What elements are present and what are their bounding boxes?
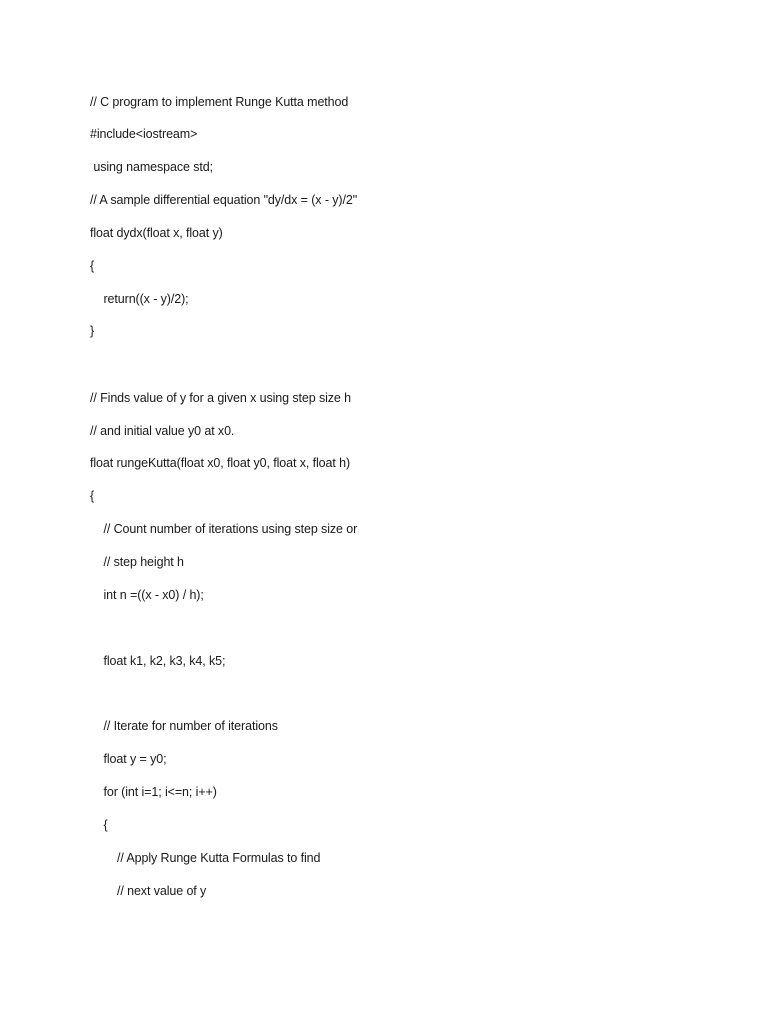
code-line-13: // Count number of iterations using step size or	[90, 522, 358, 536]
code-line-2: #include<iostream>	[90, 127, 198, 141]
code-line-18: float y = y0;	[90, 752, 167, 766]
code-line-9: // Finds value of y for a given x using step size h	[90, 391, 352, 405]
code-line-11: float rungeKutta(float x0, float y0, float x, float h)	[90, 456, 351, 470]
code-line-8: }	[90, 324, 95, 338]
code-line-14: // step height h	[90, 555, 184, 569]
code-line-1: // C program to implement Runge Kutta method	[90, 95, 349, 109]
code-line-7: return((x - y)/2);	[90, 292, 189, 306]
code-line-3: using namespace std;	[90, 160, 213, 174]
code-line-20: {	[90, 818, 108, 832]
code-line-16: float k1, k2, k3, k4, k5;	[90, 654, 226, 668]
code-line-6: {	[90, 259, 95, 273]
code-line-5: float dydx(float x, float y)	[90, 226, 223, 240]
code-line-17: // Iterate for number of iterations	[90, 719, 278, 733]
code-line-12: {	[90, 489, 95, 503]
code-line-15: int n =((x - x0) / h);	[90, 588, 204, 602]
code-line-10: // and initial value y0 at x0.	[90, 424, 235, 438]
code-line-4: // A sample differential equation "dy/dx = (x - y)/2"	[90, 193, 358, 207]
code-line-19: for (int i=1; i<=n; i++)	[90, 785, 217, 799]
code-line-22: // next value of y	[90, 884, 207, 898]
code-line-21: // Apply Runge Kutta Formulas to find	[90, 851, 321, 865]
